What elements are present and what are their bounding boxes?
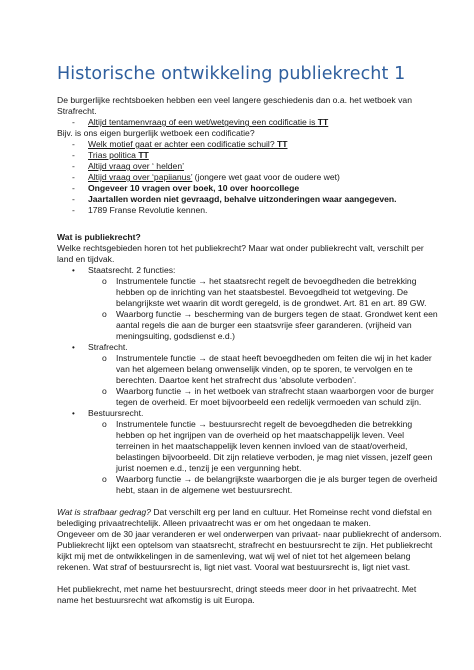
circle-bullet: o bbox=[102, 474, 107, 484]
bijv-line: Bijv. is ons eigen burgerlijk wetboek een codificatie? bbox=[57, 128, 255, 138]
circle-bullet: o bbox=[102, 353, 107, 363]
paragraph-line: Waarborg functie → bescherming van de burgers tegen de staat. Grondwet kent een bbox=[116, 309, 438, 319]
paragraph-line: aantal regels die aan de burger een staatsvrije sfeer garanderen. (vrijheid van bbox=[116, 320, 412, 330]
dash-bullet: - bbox=[72, 139, 75, 149]
dash-bullet: - bbox=[72, 194, 75, 204]
category-label: Staatsrecht. 2 functies: bbox=[88, 265, 176, 275]
paragraph-line: kijkt mij met de ontwikkelingen in de samenleving, wat wij wel of niet tot het algemeen belang bbox=[57, 551, 411, 561]
paragraph-text: Dat verschilt erg per land en cultuur. Het Romeinse recht vond diefstal en bbox=[150, 507, 432, 517]
list-item-emphasis: TT bbox=[277, 139, 288, 149]
paragraph-line: meningsuiting, godsdienst e.d.) bbox=[116, 331, 235, 341]
circle-bullet: o bbox=[102, 309, 107, 319]
category-label: Strafrecht. bbox=[88, 342, 128, 352]
list-item bbox=[88, 139, 288, 150]
dash-bullet: - bbox=[72, 161, 75, 171]
list-item-emphasis: TT bbox=[138, 150, 149, 160]
list-item bbox=[88, 172, 340, 183]
paragraph-line: terreinen in het maatschappelijk leven kennen invloed van de staat/overheid, bbox=[116, 441, 408, 451]
intro-line: Strafrecht. bbox=[57, 106, 97, 116]
dash-bullet: - bbox=[72, 117, 75, 127]
question-italic: Wat is strafbaar gedrag? bbox=[57, 507, 151, 517]
round-bullet: • bbox=[72, 266, 75, 275]
intro-line: De burgerlijke rechtsboeken hebben een veel langere geschiedenis dan o.a. het wetboek van bbox=[57, 95, 412, 105]
paragraph-line: Instrumentele functie → het staatsrecht regelt de bevoegdheden die betrekking bbox=[116, 276, 417, 286]
dash-bullet: - bbox=[72, 172, 75, 182]
list-item-text: Altijd tentamenvraag of een wet/wetgeving een codificatie is bbox=[88, 117, 318, 127]
dash-bullet: - bbox=[72, 183, 75, 193]
paragraph-line: hebben op het ingrijpen van de overheid op het maatschappelijk leven. Veel bbox=[116, 430, 405, 440]
paragraph-line bbox=[57, 507, 432, 518]
paragraph-line: berechten. Daartoe kent het strafrecht dus ‘absolute verboden’. bbox=[116, 375, 357, 385]
list-item bbox=[88, 150, 149, 161]
paragraph-line: Het publiekrecht, met name het bestuursrecht, dringt steeds meer door in het privaatrecht. Met bbox=[57, 584, 417, 594]
list-item-text: Trias politica bbox=[88, 150, 139, 160]
circle-bullet: o bbox=[102, 419, 107, 429]
round-bullet: • bbox=[72, 409, 75, 418]
category-label: Bestuursrecht. bbox=[88, 408, 144, 418]
paragraph-line: Waarborg functie → in het wetboek van strafrecht staan waarborgen voor de burger bbox=[116, 386, 434, 396]
list-item: Altijd vraag over ‘ helden’ bbox=[88, 161, 185, 171]
paragraph-line: Waarborg functie → de belangrijkste waarborgen die je als burger tegen de overheid bbox=[116, 474, 438, 484]
paragraph-line: belediging privaatrechtelijk. Alleen privaatrecht was er om het ongedaan te maken. bbox=[57, 518, 371, 528]
paragraph-line: Ongeveer om de 30 jaar veranderen er wel onderwerpen van privaat- naar publiekrecht of andersom. bbox=[57, 529, 442, 539]
paragraph-line: rekenen. Wat straf of bestuursrecht is, ligt niet vast. Vooral wat bestuursrecht is, ligt niet vast. bbox=[57, 562, 411, 572]
paragraph-line: hebben op de inrichting van het staatsbestel. Bevoegdheid tot wetgeving. De bbox=[116, 287, 408, 297]
circle-bullet: o bbox=[102, 386, 107, 396]
paragraph-line: tegen de overheid. Er moet bijvoorbeeld een redelijk vermoeden van schuld zijn. bbox=[116, 397, 422, 407]
dash-bullet: - bbox=[72, 150, 75, 160]
circle-bullet: o bbox=[102, 276, 107, 286]
list-item-emphasis: TT bbox=[317, 117, 329, 127]
section-line: Welke rechtsgebieden horen tot het publiekrecht? Maar wat onder publiekrecht valt, verschilt per bbox=[57, 243, 424, 253]
list-item-text: Welk motief gaat er achter een codificatie schuil? bbox=[88, 139, 277, 149]
paragraph-line: belastingen bijvoorbeeld. Dit zijn relatieve verboden, je mag niet vissen, jezelf geen bbox=[116, 452, 433, 462]
paragraph-line: Publiekrecht lijkt een optelsom van staatsrecht, strafrecht en bestuursrecht te zijn. Het publiekrecht bbox=[57, 540, 433, 550]
list-item-text: Altijd vraag over ‘papiianus’ bbox=[88, 172, 193, 182]
dash-bullet: - bbox=[72, 205, 75, 215]
list-item: 1789 Franse Revolutie kennen. bbox=[88, 205, 208, 215]
paragraph-line: Instrumentele functie → de staat heeft bevoegdheden om feiten die wij in het kader bbox=[116, 353, 432, 363]
paragraph-line: Instrumentele functie → bestuursrecht regelt de bevoegdheden die betrekking bbox=[116, 419, 413, 429]
page-title: Historische ontwikkeling publiekrecht 1 bbox=[57, 64, 406, 84]
list-item-rest: (jongere wet gaat voor de oudere wet) bbox=[192, 172, 340, 182]
round-bullet: • bbox=[72, 343, 75, 352]
list-item: Ongeveer 10 vragen over boek, 10 over hoorcollege bbox=[88, 183, 300, 193]
list-item: Jaartallen worden niet gevraagd, behalve uitzonderingen waar aangegeven. bbox=[88, 194, 397, 204]
paragraph-line: hebt, staan in de algemene wet bestuursrecht. bbox=[116, 485, 293, 495]
section-heading: Wat is publiekrecht? bbox=[57, 232, 141, 242]
paragraph-line: name het bestuursrecht wat afkomstig is uit Europa. bbox=[57, 595, 255, 605]
paragraph-line: jurist noemen e.d., tenzij je een vergunning hebt. bbox=[116, 463, 302, 473]
list-item bbox=[88, 117, 328, 128]
paragraph-line: van het algemeen belang onwenselijk vinden, op te sporen, te vervolgen en te bbox=[116, 364, 413, 374]
section-line: land en tijdvak. bbox=[57, 254, 115, 264]
paragraph-line: belangrijkste wet waarin dit wordt geregeld, is de grondwet. Art. 81 en art. 89 GW. bbox=[116, 298, 427, 308]
